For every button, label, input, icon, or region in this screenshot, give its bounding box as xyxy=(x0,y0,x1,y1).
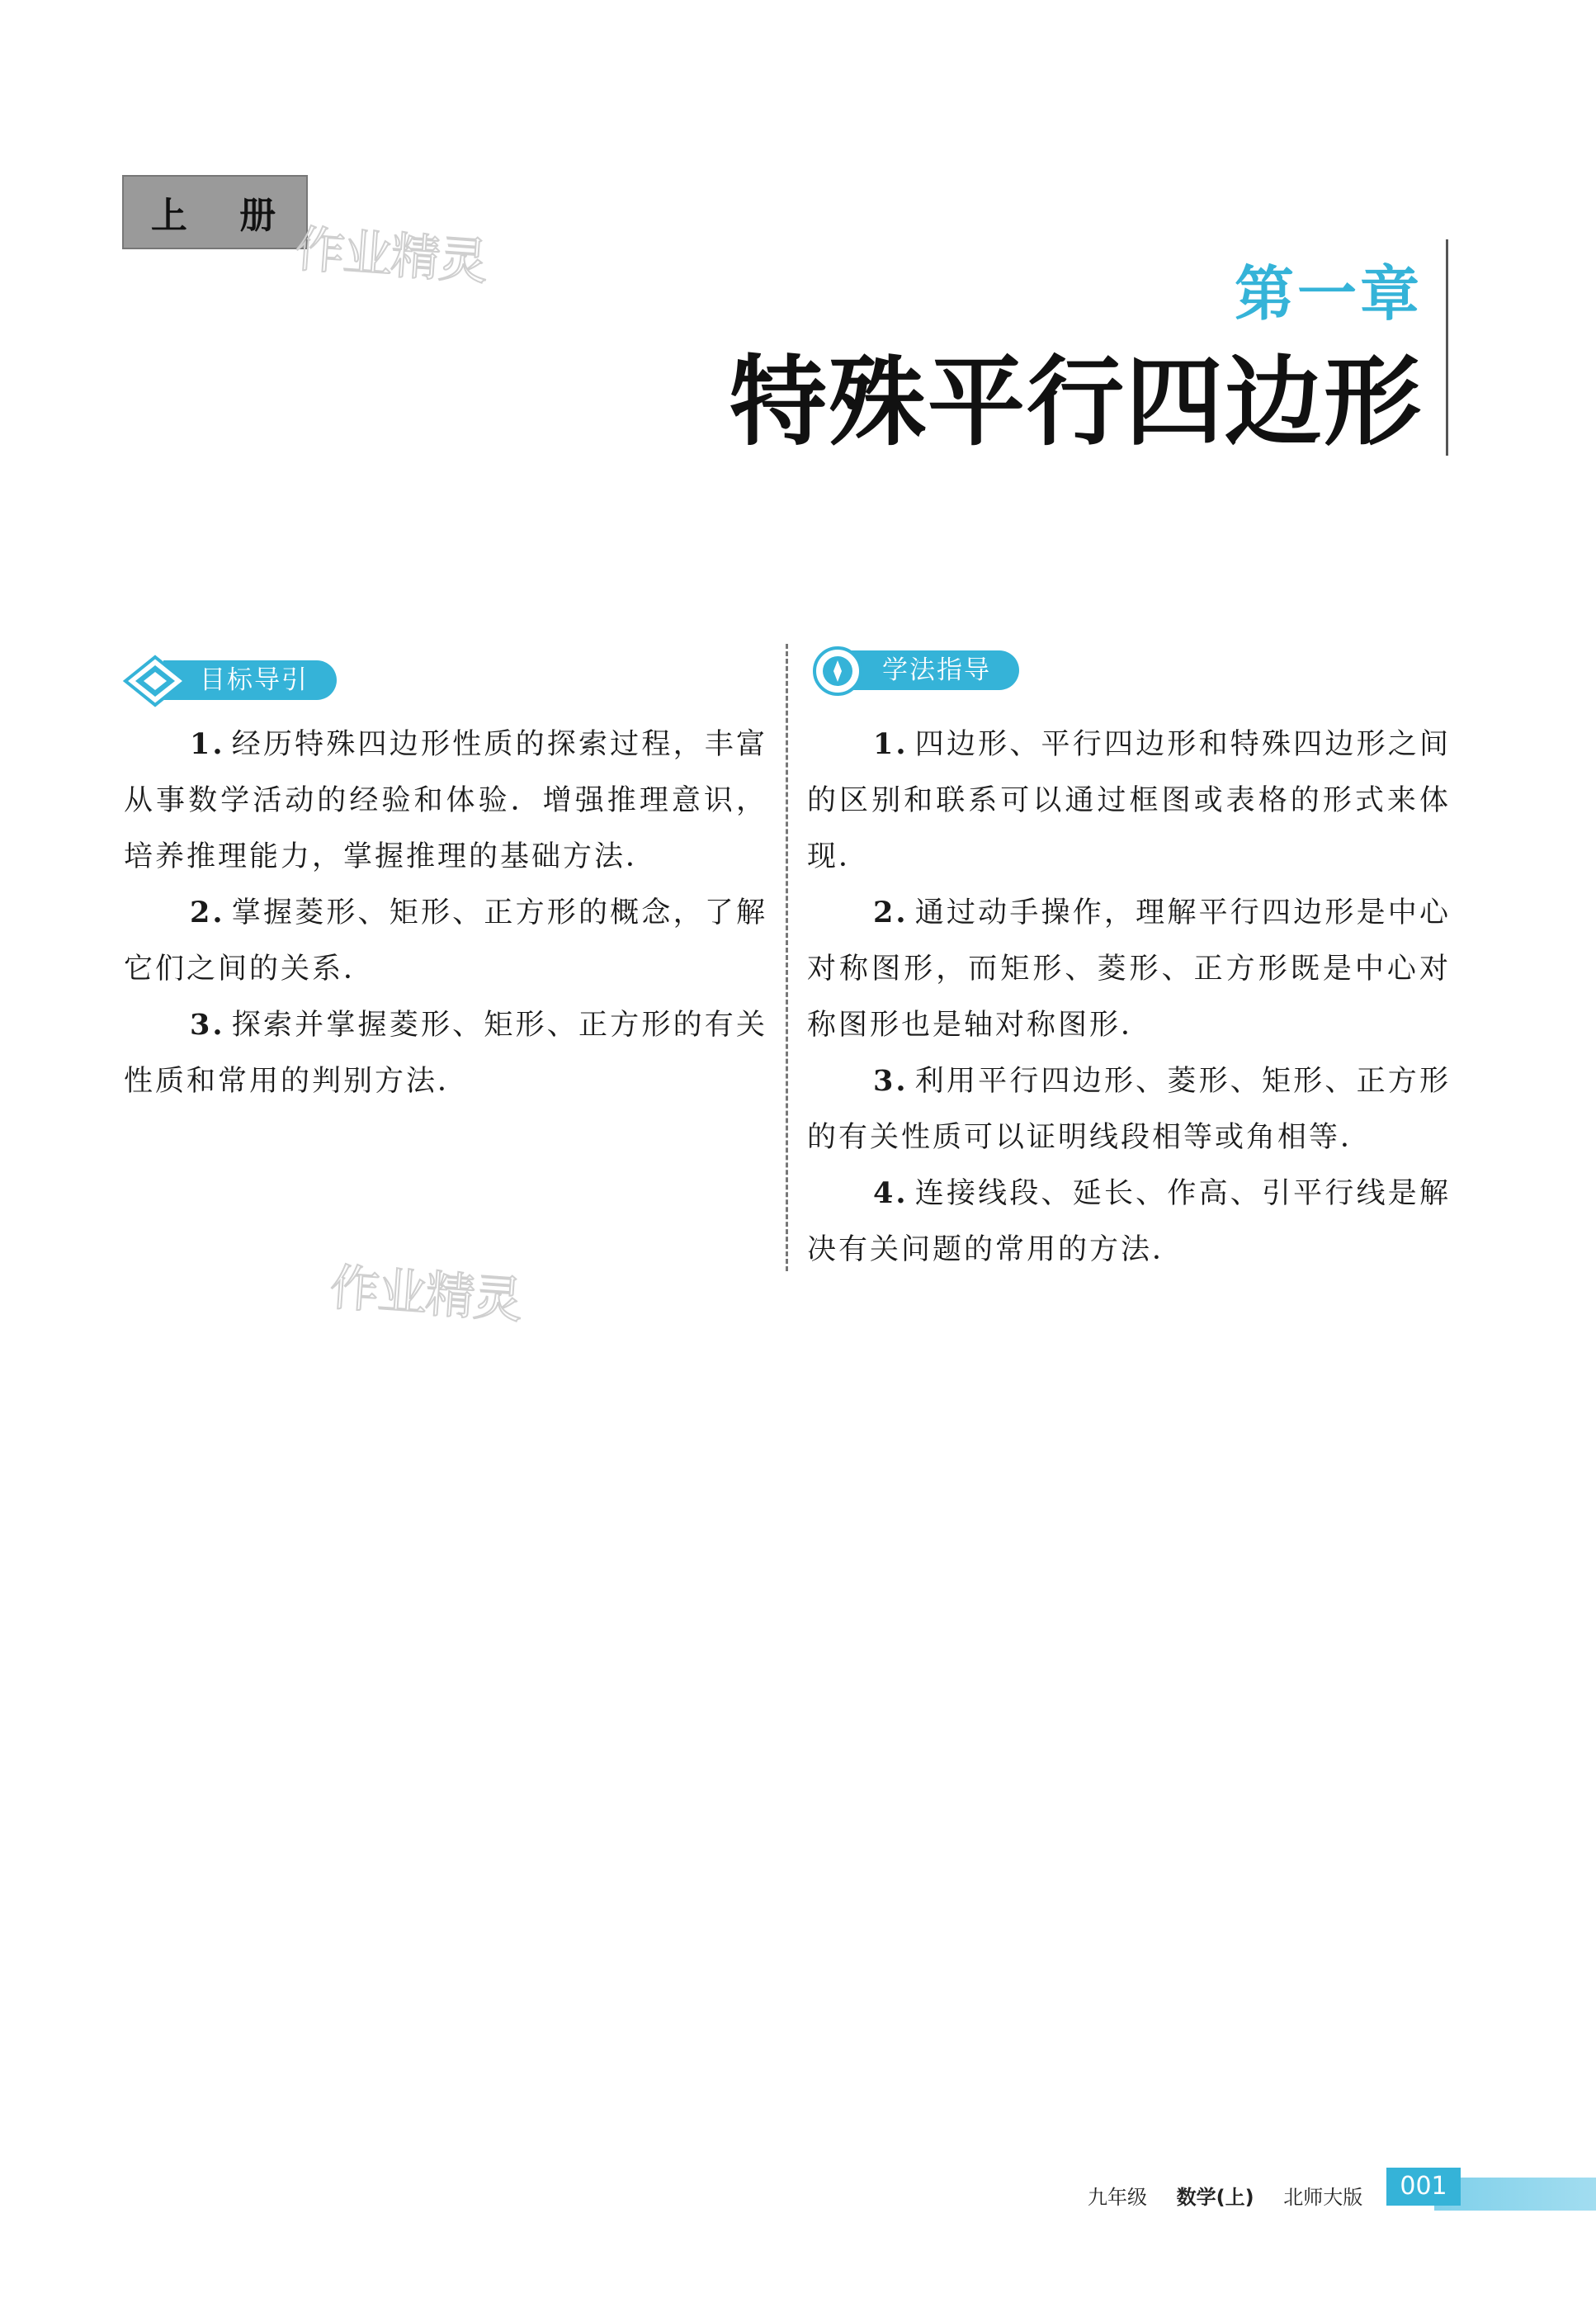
list-item: 2. 掌握菱形、矩形、正方形的概念，了解它们之间的关系． xyxy=(124,896,767,986)
goals-list xyxy=(124,716,767,1109)
chapter-number: 第一章 xyxy=(1234,259,1423,329)
chapter-title: 特殊平行四边形 xyxy=(729,344,1423,459)
volume-tab: 上 册 xyxy=(122,175,308,249)
column-divider xyxy=(786,644,788,1271)
watermark: 作业精灵 xyxy=(293,220,489,291)
list-item: 2. 通过动手操作，理解平行四边形是中心对称图形，而矩形、菱形、正方形既是中心对称图形也是轴对称图形． xyxy=(807,896,1451,1042)
list-item: 1. 经历特殊四边形性质的探索过程，丰富从事数学活动的经验和体验．增强推理意识，培养推理能力，掌握推理的基础方法． xyxy=(124,727,767,873)
list-item: 3. 利用平行四边形、菱形、矩形、正方形的有关性质可以证明线段相等或角相等． xyxy=(807,1064,1451,1154)
target-guide-icon xyxy=(122,654,188,708)
methods-list xyxy=(807,716,1451,1278)
section-heading-label: 学法指导 xyxy=(846,650,1019,690)
list-item: 1. 四边形、平行四边形和特殊四边形之间的区别和联系可以通过框图或表格的形式来体现． xyxy=(807,727,1451,873)
list-item: 4. 连接线段、延长、作高、引平行线是解决有关问题的常用的方法． xyxy=(807,1176,1451,1266)
footer-subject: 数学(上) xyxy=(1176,2186,1254,2209)
list-item: 3. 探索并掌握菱形、矩形、正方形的有关性质和常用的判别方法． xyxy=(124,1008,767,1098)
footer-grade: 九年级 xyxy=(1088,2186,1147,2209)
page-number: 001 xyxy=(1386,2168,1461,2206)
section-heading-label: 目标导引 xyxy=(163,660,337,700)
compass-icon xyxy=(805,644,871,698)
page-footer xyxy=(1088,2163,1570,2209)
footer-info xyxy=(1088,2181,1386,2210)
watermark: 作业精灵 xyxy=(328,1258,523,1330)
title-divider xyxy=(1446,239,1448,456)
footer-edition: 北师大版 xyxy=(1283,2186,1363,2209)
